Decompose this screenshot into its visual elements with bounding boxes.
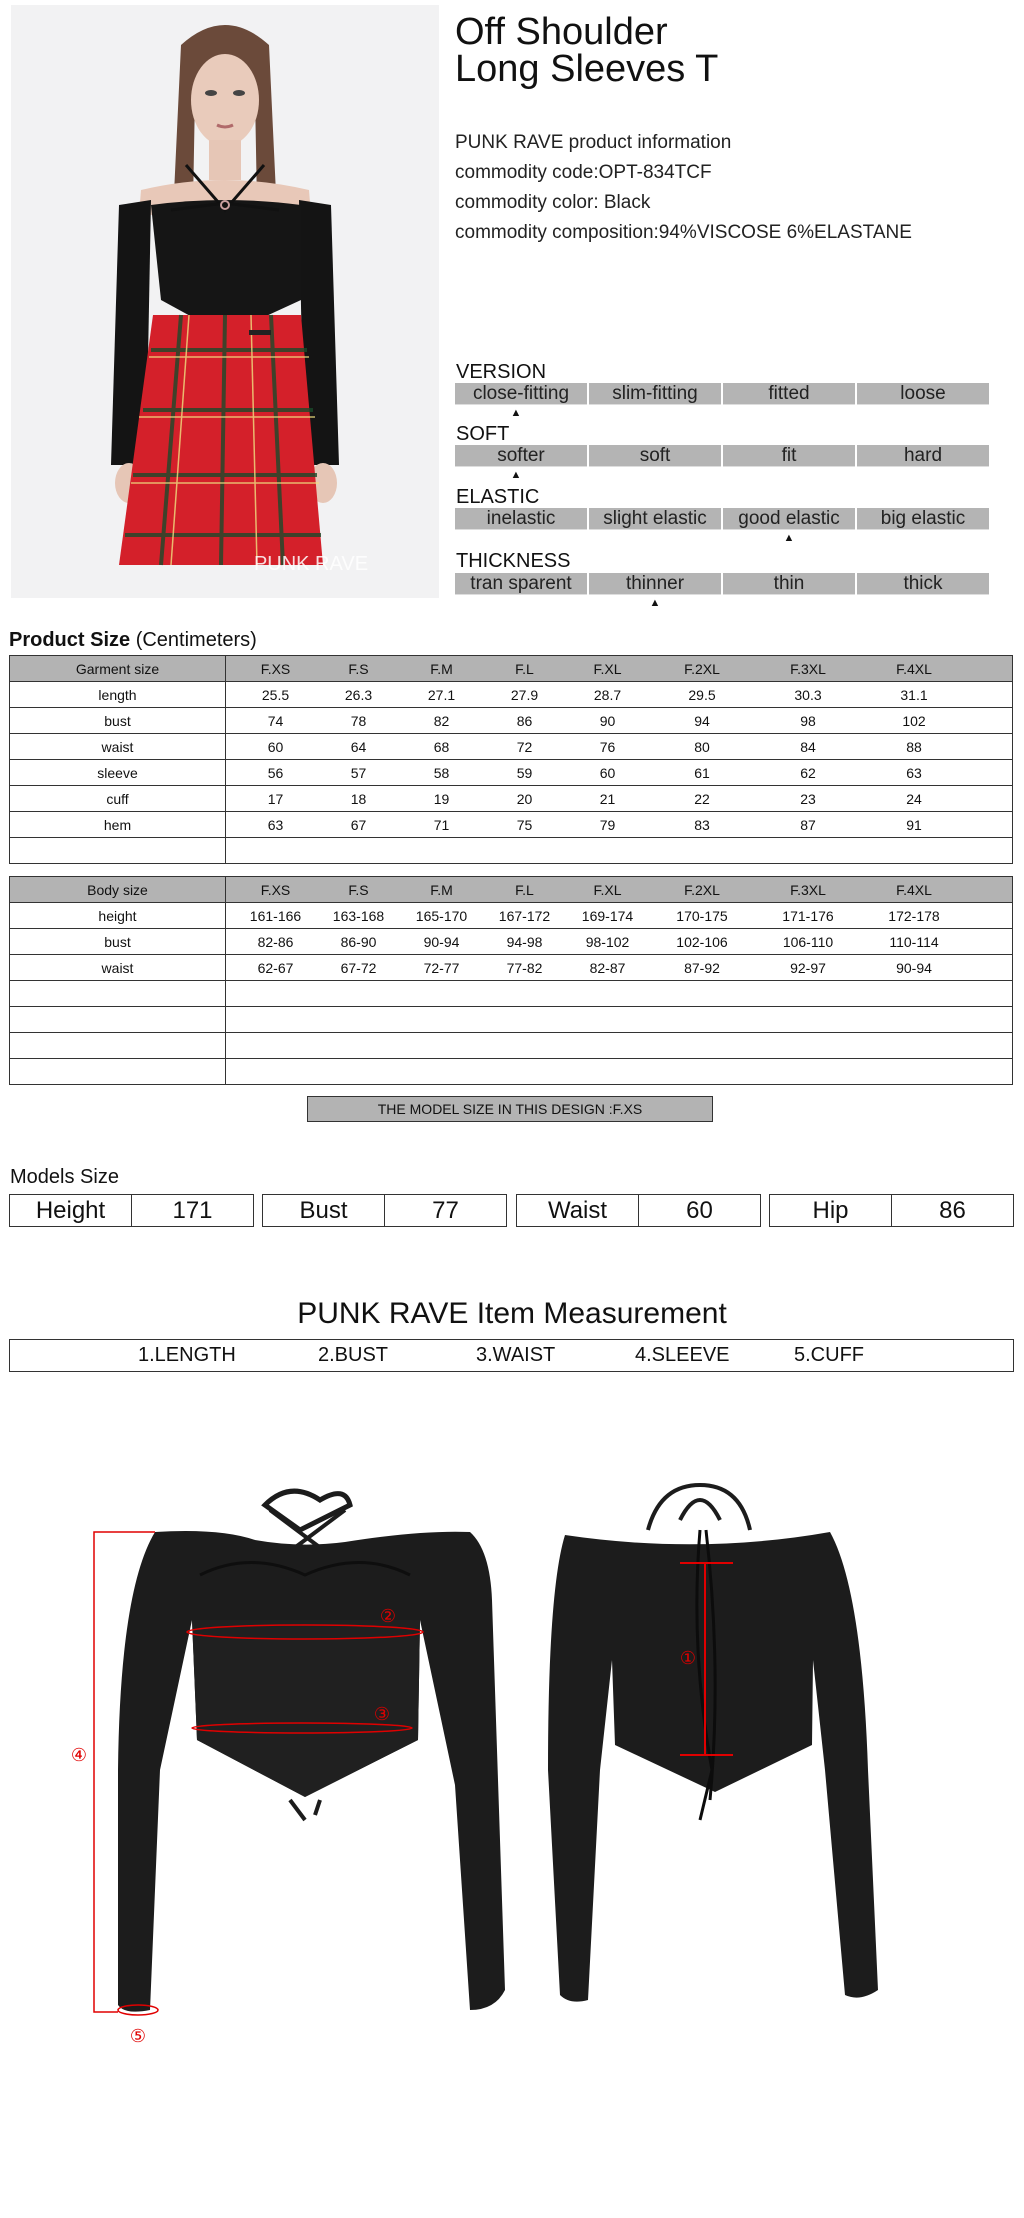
cell-value: 87 [800,816,816,833]
cell-value: 78 [350,712,367,729]
cell-value: 72 [516,738,533,755]
table-header-row [10,656,1013,682]
size-header: F.XS [260,660,291,677]
measurement-item: 3.WAIST [476,1344,556,1366]
cell-value: 92-97 [790,959,826,976]
row-values [226,1007,1013,1033]
table-header-row [10,877,1013,903]
heading-unit: (Centimeters) [130,629,257,651]
attribute-label-thickness: THICKNESS [456,550,571,572]
product-photo [11,5,439,598]
table-row [10,1007,1013,1033]
size-header: F.2XL [684,881,720,898]
measurement-item: 5.CUFF [794,1344,864,1366]
row-label [10,981,226,1007]
cell-value: 82 [433,712,450,729]
attribute-scale-thickness [455,573,989,595]
cell-value: 19 [433,790,450,807]
model-measure-value: 171 [172,1197,213,1224]
attribute-option: close-fitting [455,383,587,405]
cell-value: 60 [599,764,616,781]
attribute-option: big elastic [857,508,989,530]
table-row [10,955,1013,981]
cell-value: 87-92 [684,959,720,976]
attribute-option: inelastic [455,508,587,530]
attribute-option: good elastic [723,508,855,530]
row-label: bust [10,929,226,955]
cell-value: 63 [267,816,284,833]
attribute-option: thick [857,573,989,595]
model-measure-waist [516,1194,761,1227]
size-header: F.XL [593,660,622,677]
row-label [10,1059,226,1085]
cell-value: 169-174 [581,907,634,924]
model-measure-hip [769,1194,1014,1227]
cell-value: 88 [906,738,922,755]
attribute-option: fit [723,445,855,467]
model-illustration [11,5,439,598]
attribute-option: fitted [723,383,855,405]
row-values [226,786,1013,812]
attribute-option: thin [723,573,855,595]
size-header: F.3XL [790,660,826,677]
cell-value: 27.1 [427,686,456,703]
cell-value: 110-114 [889,933,939,950]
product-size-heading [9,628,257,652]
cell-value: 90-94 [896,959,932,976]
cell-value: 74 [267,712,284,729]
cell-value: 82-86 [257,933,294,950]
composition-label: commodity composition: [455,222,659,243]
row-label: waist [10,955,226,981]
row-values [226,682,1013,708]
cell-value: 82-87 [589,959,626,976]
commodity-composition [455,222,912,244]
size-header: F.M [430,660,453,677]
cell-value: 84 [800,738,816,755]
code-value: OPT-834TCF [598,162,712,183]
row-values [226,1059,1013,1085]
cell-value: 171-176 [782,907,834,924]
row-label [10,1033,226,1059]
cell-value: 102 [902,712,926,729]
row-values [226,903,1013,929]
cell-value: 76 [599,738,616,755]
cell-value: 75 [516,816,533,833]
model-measure-name: Waist [517,1195,639,1226]
row-values [226,708,1013,734]
table-row [10,760,1013,786]
cell-value: 163-168 [332,907,385,924]
heading-bold: Product Size [9,629,131,651]
row-values [226,1033,1013,1059]
table-row [10,903,1013,929]
table-header-label: Body size [10,877,226,903]
size-header: F.4XL [896,660,932,677]
info-heading: PUNK RAVE product information [455,132,732,153]
cell-value: 167-172 [498,907,551,924]
product-title-line2: Long Sleeves T [455,48,719,90]
measurement-item: 2.BUST [318,1344,389,1366]
model-measure-name: Bust [263,1195,385,1226]
cell-value: 98 [800,712,816,729]
cell-value: 64 [350,738,367,755]
attribute-option: thinner [589,573,721,595]
cell-value: 58 [433,764,450,781]
size-header: F.4XL [896,881,932,898]
selected-indicator-icon: ▲ [510,407,522,419]
model-measure-value: 77 [432,1197,459,1224]
commodity-code [455,162,712,184]
cell-value: 17 [267,790,284,807]
cell-value: 62-67 [257,959,294,976]
measurement-legend [9,1339,1014,1372]
size-header: F.S [348,660,369,677]
row-values [226,929,1013,955]
row-label: sleeve [10,760,226,786]
cell-value: 20 [516,790,533,807]
cell-value: 63 [906,764,922,781]
measurement-title: PUNK RAVE Item Measurement [297,1297,727,1330]
attribute-scale-soft [455,445,989,467]
row-values [226,955,1013,981]
row-label [10,1007,226,1033]
table-row [10,838,1013,864]
product-title-line1: Off Shoulder [455,11,668,53]
model-measure-value: 60 [686,1197,713,1224]
cell-value: 91 [906,816,922,833]
size-header: F.XL [593,881,622,898]
row-label: cuff [10,786,226,812]
cell-value: 161-166 [249,907,302,924]
cell-value: 90-94 [423,933,460,950]
cell-value: 80 [694,738,710,755]
size-headers [226,656,1013,682]
attribute-label-soft: SOFT [456,423,510,445]
table-row [10,812,1013,838]
row-label: waist [10,734,226,760]
body-size-table [9,876,1013,1085]
cell-value: 98-102 [585,933,630,950]
model-measure-value: 86 [939,1197,966,1224]
table-row [10,708,1013,734]
attribute-option: slim-fitting [589,383,721,405]
size-header: F.L [515,660,534,677]
cell-value: 26.3 [344,686,373,703]
cell-value: 72-77 [423,959,460,976]
cell-value: 29.5 [688,686,716,703]
cell-value: 23 [800,790,816,807]
row-values [226,981,1013,1007]
cell-value: 67-72 [340,959,377,976]
cell-value: 59 [516,764,533,781]
table-row [10,929,1013,955]
cell-value: 22 [694,790,710,807]
row-label: length [10,682,226,708]
attribute-option: softer [455,445,587,467]
cell-value: 68 [433,738,450,755]
models-size-label: Models Size [10,1166,119,1188]
back-view [548,1485,878,2002]
attribute-option: tran sparent [455,573,587,595]
cell-value: 102-106 [676,933,728,950]
cell-value: 27.9 [510,686,539,703]
size-header: F.S [348,881,369,898]
attribute-option: soft [589,445,721,467]
composition-value: 94%VISCOSE 6%ELASTANE [658,222,912,243]
table-row [10,734,1013,760]
cell-value: 94-98 [506,933,543,950]
code-label: commodity code: [455,162,599,183]
size-header: F.M [430,881,453,898]
cell-value: 106-110 [782,933,834,950]
marker-1: ① [679,1648,697,1668]
model-measure-name: Height [10,1195,132,1226]
measurement-item: 1.LENGTH [138,1344,236,1366]
size-header: F.3XL [790,881,826,898]
marker-4: ④ [70,1745,88,1765]
garment-size-table [9,655,1013,864]
attribute-label-elastic: ELASTIC [456,486,540,508]
face [191,54,259,146]
row-values [226,812,1013,838]
cell-value: 56 [267,764,284,781]
marker-5: ⑤ [129,2026,147,2046]
marker-2: ② [379,1606,397,1626]
cell-value: 28.7 [593,686,622,703]
selected-indicator-icon: ▲ [510,469,522,481]
cell-value: 77-82 [506,959,543,976]
attribute-label-version: VERSION [456,361,547,383]
cell-value: 94 [694,712,710,729]
color-label: commodity color: [455,192,604,213]
attribute-option: loose [857,383,989,405]
selected-indicator-icon: ▲ [783,532,795,544]
row-values [226,734,1013,760]
cell-value: 170-175 [676,907,728,924]
measurement-item: 4.SLEEVE [635,1344,730,1366]
cell-value: 62 [800,764,816,781]
table-row [10,1059,1013,1085]
row-label [10,838,226,864]
cell-value: 172-178 [888,907,940,924]
size-header: F.2XL [684,660,720,677]
color-value: Black [603,192,651,213]
row-label: height [10,903,226,929]
front-view [71,1491,505,2046]
table-header-label: Garment size [10,656,226,682]
model-measure-bust [262,1194,507,1227]
row-values [226,760,1013,786]
cell-value: 57 [350,764,367,781]
garment-diagrams [0,1470,1024,2110]
row-label: bust [10,708,226,734]
photo-watermark: PUNK RAVE [253,553,369,575]
commodity-color [455,192,650,214]
row-label: hem [10,812,226,838]
attribute-option: slight elastic [589,508,721,530]
attribute-scale-elastic [455,508,989,530]
row-values [226,838,1013,864]
table-row [10,786,1013,812]
cell-value: 90 [599,712,616,729]
cell-value: 18 [350,790,367,807]
cell-value: 24 [906,790,922,807]
size-header: F.XS [260,881,291,898]
table-row [10,981,1013,1007]
cell-value: 25.5 [261,686,290,703]
cell-value: 21 [599,790,616,807]
cell-value: 60 [267,738,284,755]
table-row [10,682,1013,708]
cell-value: 67 [350,816,367,833]
cell-value: 86 [516,712,533,729]
model-size-note: THE MODEL SIZE IN THIS DESIGN :F.XS [307,1096,713,1122]
cell-value: 31.1 [900,686,928,703]
cell-value: 30.3 [794,686,822,703]
size-header: F.L [515,881,534,898]
cell-value: 79 [599,816,616,833]
model-measure-height [9,1194,254,1227]
model-measure-name: Hip [770,1195,892,1226]
size-headers [226,877,1013,903]
cell-value: 165-170 [415,907,468,924]
table-row [10,1033,1013,1059]
attribute-scale-version [455,383,989,405]
marker-3: ③ [373,1704,391,1724]
attribute-option: hard [857,445,989,467]
cell-value: 83 [694,816,710,833]
cell-value: 86-90 [340,933,377,950]
selected-indicator-icon: ▲ [649,597,661,609]
cell-value: 71 [433,816,450,833]
cell-value: 61 [694,764,710,781]
